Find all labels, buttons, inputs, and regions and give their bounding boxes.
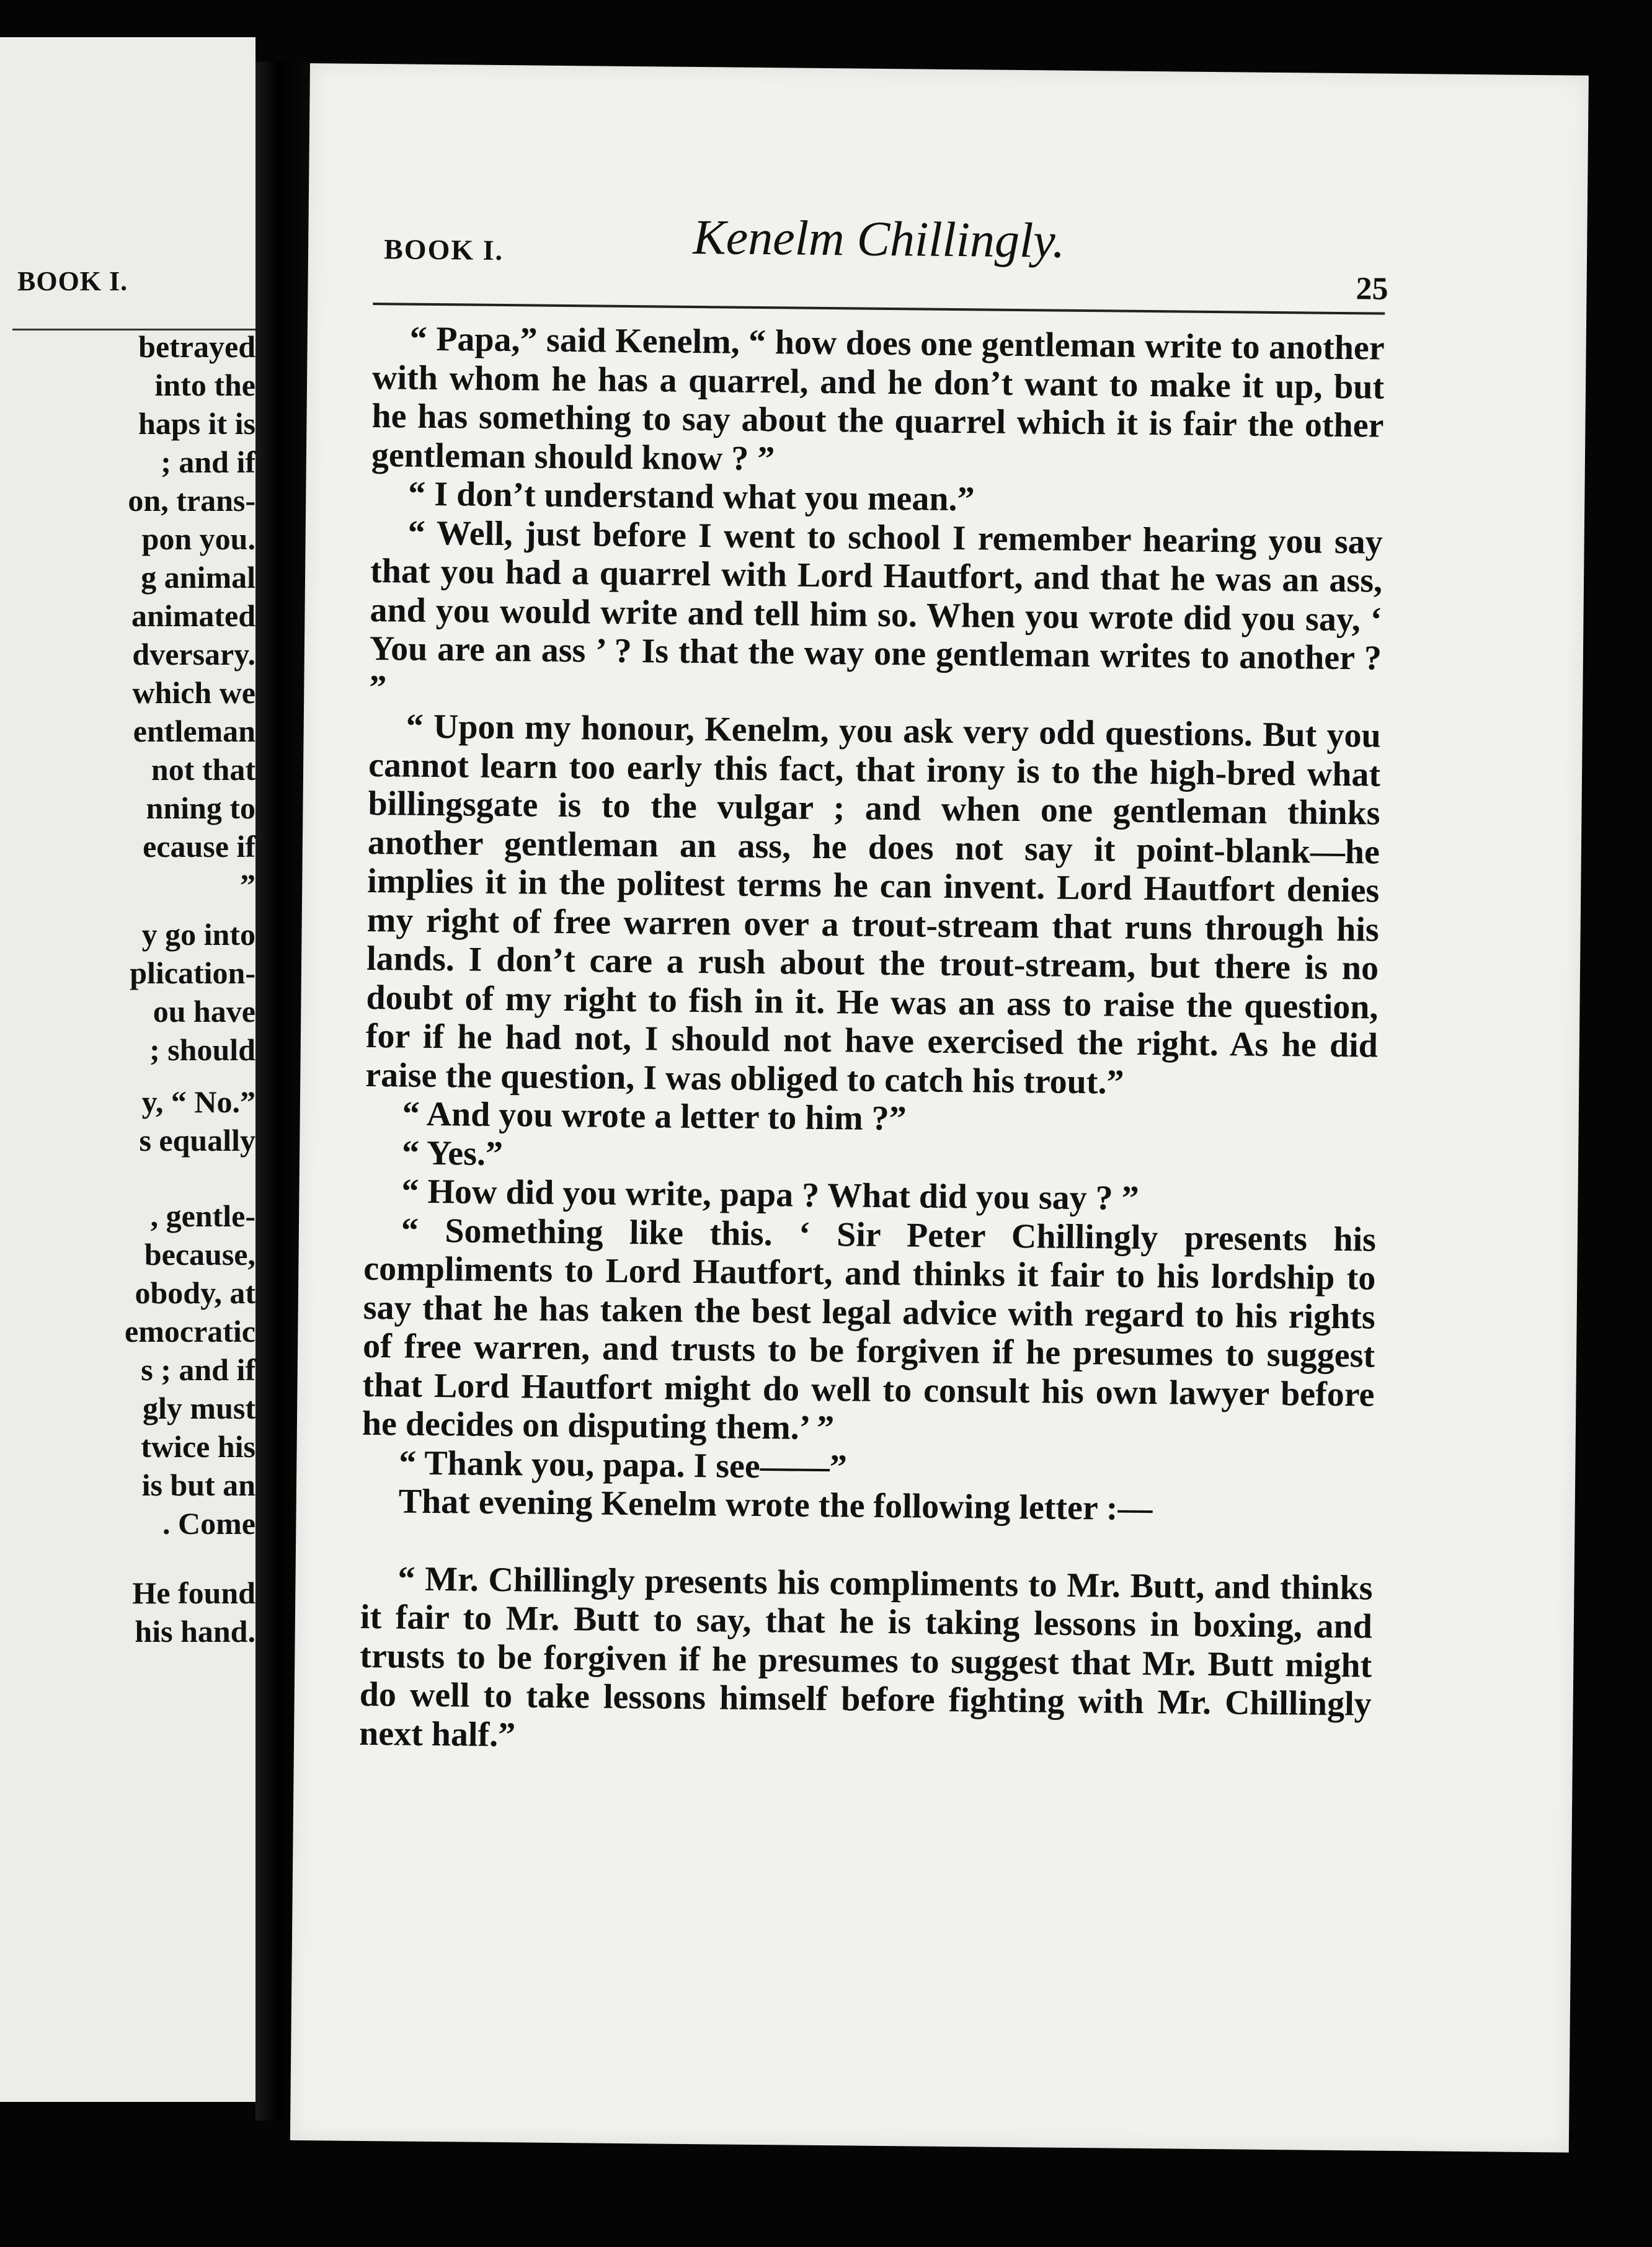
previous-page-line: ecause if bbox=[143, 829, 255, 864]
previous-page-line: is but an bbox=[141, 1468, 255, 1502]
book-page bbox=[290, 63, 1589, 2153]
previous-page-fragment bbox=[0, 37, 255, 2102]
running-title: Kenelm Chillingly. bbox=[692, 210, 1065, 268]
paragraph: “ Upon my honour, Kenelm, you ask very odd questions. But you cannot learn too early this fact, that irony is to the high-bred what billingsgate is to the vulgar ; and when one gentleman thinks another gentleman an ass, he does not say it point-blank—he implies it in the politest terms he can invent. Lord Hautfort denies my right of free warren over a trout-stream that runs through his lands. I don’t care a rush about the trout-stream, but there is no doubt of my right to fish in it. He was an ass to raise the question, for if he had not, I should not have exercised the right. As he did raise the question, I was obliged to catch his trout.” bbox=[365, 707, 1381, 1102]
page-number: 25 bbox=[1356, 271, 1388, 307]
previous-page-line: because, bbox=[144, 1237, 255, 1272]
previous-page-line: gly must bbox=[143, 1391, 255, 1425]
previous-page-line: s ; and if bbox=[141, 1352, 255, 1387]
previous-page-line: pon you. bbox=[141, 521, 255, 556]
previous-page-line: betrayed bbox=[138, 329, 255, 364]
paragraph: “ Papa,” said Kenelm, “ how does one gentleman write to another with whom he has a quarrel, and he don’t want to make it up, but he has something to say about the quarrel which it is fair the other gentleman should know ? ” bbox=[371, 319, 1385, 478]
previous-page-line: emocratic bbox=[125, 1314, 255, 1349]
previous-page-line: animated bbox=[131, 598, 255, 633]
paragraph: “ Well, just before I went to school I remember hearing you say that you had a quarrel with Lord Hautfort, and that he was an ass, and you would write and tell him so. When you wrote did you say, ‘ You are an ass ’ ? Is that the way one gentleman writes to another ? ” bbox=[369, 513, 1383, 707]
previous-page-line: plication- bbox=[130, 955, 255, 990]
previous-page-line: nning to bbox=[146, 791, 255, 825]
previous-page-line: y go into bbox=[141, 917, 255, 952]
previous-page-line: ” bbox=[240, 867, 255, 902]
previous-page-line: twice his bbox=[141, 1429, 255, 1464]
paragraph: “ How did you write, papa ? What did you say ? ” bbox=[401, 1172, 1140, 1218]
previous-page-line: into the bbox=[154, 368, 255, 402]
letter-paragraph: “ Mr. Chillingly presents his compliments to Mr. Butt, and thinks it fair to Mr. Butt to say, that he is taking lessons in boxing, and trusts to be forgiven if he presumes to suggest that Mr. Butt might do well to take lessons himself before fighting with Mr. Chillingly next half.” bbox=[358, 1559, 1373, 1754]
previous-page-line: . Come bbox=[162, 1506, 255, 1541]
previous-page-line: s equally bbox=[139, 1123, 255, 1158]
paragraph: “ Thank you, papa. I see——” bbox=[399, 1443, 848, 1486]
body-text bbox=[359, 319, 1385, 1763]
paragraph: “ Something like this. ‘ Sir Peter Chillingly presents his compliments to Lord Hautfort, and thinks it fair to his lordship to say that he has taken the best legal advice with regard to his rights of free warren, and trusts to be forgiven if he presumes to suggest that Lord Hautfort might do well to consult his own lawyer before he decides on disputing them.’ ” bbox=[362, 1210, 1377, 1448]
previous-page-line: which we bbox=[132, 675, 255, 710]
previous-page-line: obody, at bbox=[135, 1275, 255, 1310]
book-label: BOOK I. bbox=[383, 233, 504, 267]
previous-page-line: , gentle- bbox=[150, 1199, 255, 1233]
paragraph: “ Yes.” bbox=[401, 1133, 504, 1173]
previous-page-line: dversary. bbox=[132, 637, 255, 671]
header-rule bbox=[373, 303, 1385, 315]
paragraph: That evening Kenelm wrote the following letter :— bbox=[398, 1482, 1153, 1528]
paragraph: “ And you wrote a letter to him ?” bbox=[402, 1094, 907, 1138]
previous-page-line: ; should bbox=[149, 1032, 255, 1067]
paragraph: “ I don’t understand what you mean.” bbox=[408, 474, 975, 519]
previous-page-line: g animal bbox=[141, 560, 255, 595]
previous-page-line: He found bbox=[132, 1576, 255, 1610]
previous-page-line: his hand. bbox=[135, 1614, 255, 1649]
previous-page-line: on, trans- bbox=[128, 483, 255, 518]
previous-page-line: y, “ No.” bbox=[141, 1084, 255, 1119]
previous-page-line: ; and if bbox=[161, 445, 255, 479]
previous-page-line: ou have bbox=[153, 994, 255, 1029]
previous-page-line: haps it is bbox=[138, 406, 255, 441]
previous-page-line: not that bbox=[151, 752, 255, 787]
previous-page-header: BOOK I. bbox=[17, 266, 128, 296]
previous-page-line: entleman bbox=[133, 714, 255, 748]
